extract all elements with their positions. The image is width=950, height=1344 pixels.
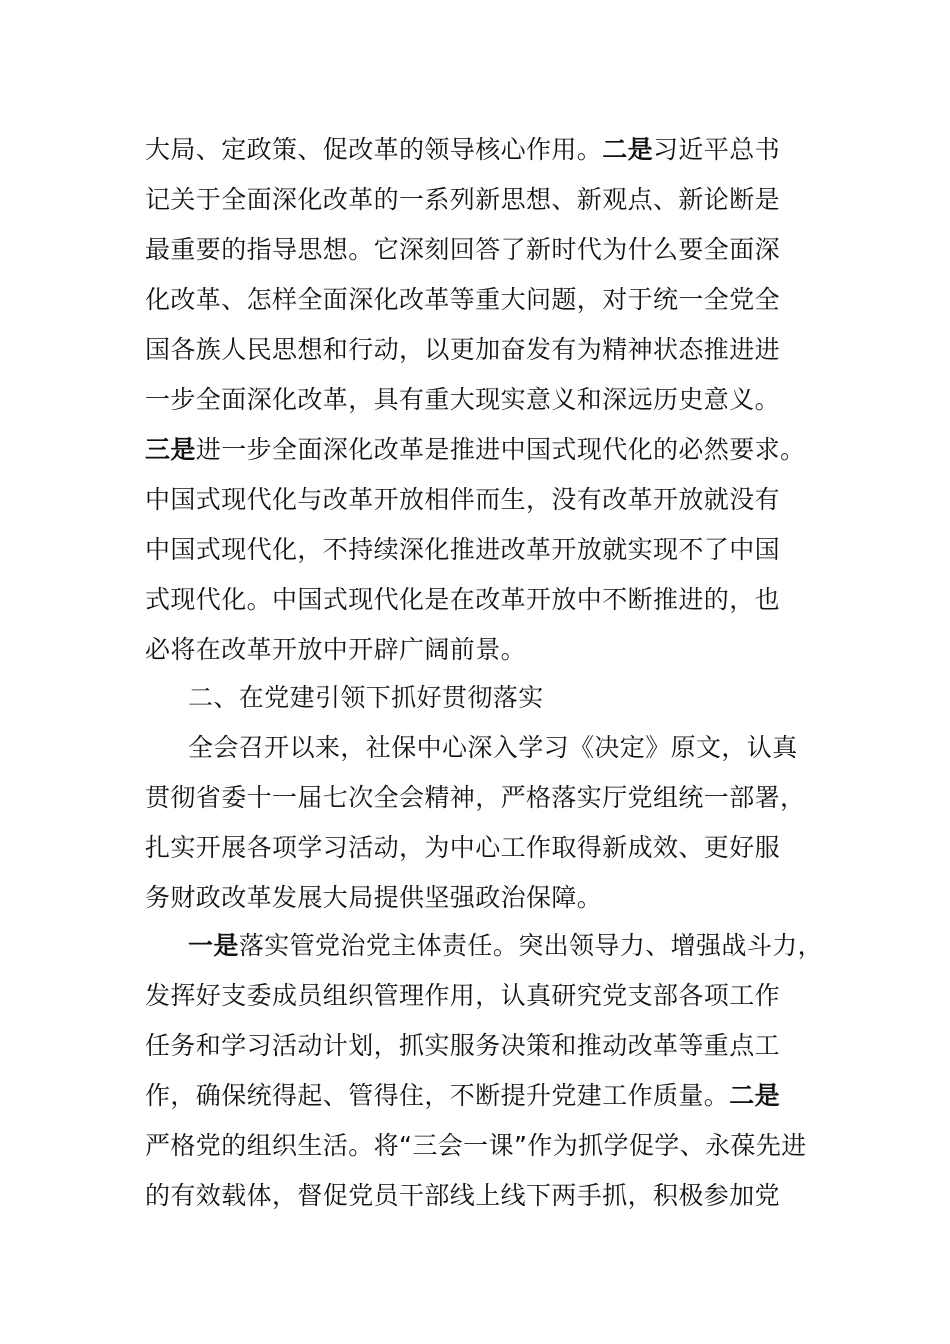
- text-line-22: [145, 1176, 825, 1216]
- line-text: 作，确保统得起、管得住，不断提升党建工作质量。: [145, 1081, 730, 1110]
- line-text: 进一步全面深化改革是推进中国式现代化的必然要求。: [195, 435, 806, 464]
- text-line-19: [145, 1026, 825, 1066]
- line-text: 大局、定政策、促改革的领导核心作用。: [145, 135, 603, 164]
- line-text: 严格党的组织生活。将“三会一课”作为抓学促学、永葆先进: [145, 1131, 807, 1160]
- bold-text: 三是: [145, 435, 196, 464]
- text-line-20: [145, 1076, 825, 1116]
- line-text: 一步全面深化改革，具有重大现实意义和深远历史意义。: [145, 385, 781, 414]
- line-text: 的有效载体，督促党员干部线上线下两手抓，积极参加党: [145, 1181, 781, 1210]
- line-text: 化改革、怎样全面深化改革等重大问题，对于统一全党全: [145, 285, 781, 314]
- line-text: 中国式现代化与改革开放相伴而生，没有改革开放就没有: [145, 485, 781, 514]
- text-line-21: [145, 1126, 825, 1166]
- text-line-4: [145, 280, 825, 320]
- text-line-17: [188, 926, 868, 966]
- line-text: 全会召开以来，社保中心深入学习《决定》原文，认真: [188, 733, 798, 762]
- text-line-16: [145, 878, 825, 918]
- line-text: 任务和学习活动计划，抓实服务决策和推动改革等重点工: [145, 1031, 781, 1060]
- text-line-5: [145, 330, 825, 370]
- section-heading: [188, 678, 868, 718]
- text-line-14: [145, 778, 825, 818]
- text-line-9: [145, 530, 825, 570]
- bold-text: 二是: [729, 1081, 781, 1110]
- line-text: 记关于全面深化改革的一系列新思想、新观点、新论断是: [145, 185, 781, 214]
- text-line-1: [145, 130, 825, 170]
- heading-text: 二、在党建引领下抓好贯彻落实: [188, 683, 544, 712]
- line-text: 最重要的指导思想。它深刻回答了新时代为什么要全面深: [145, 235, 781, 264]
- line-text: 扎实开展各项学习活动，为中心工作取得新成效、更好服: [145, 833, 781, 862]
- line-text: 国各族人民思想和行动，以更加奋发有为精神状态推进进: [145, 335, 781, 364]
- line-text: 落实管党治党主体责任。突出领导力、增强战斗力，: [238, 931, 824, 960]
- text-line-10: [145, 580, 825, 620]
- text-line-15: [145, 828, 825, 868]
- line-text: 中国式现代化，不持续深化推进改革开放就实现不了中国: [145, 535, 781, 564]
- text-line-6: [145, 380, 825, 420]
- text-line-11: [145, 630, 825, 670]
- line-text: 习近平总书: [653, 135, 781, 164]
- text-line-3: [145, 230, 825, 270]
- line-text: 式现代化。中国式现代化是在改革开放中不断推进的，也: [145, 585, 781, 614]
- text-line-13: [188, 728, 868, 768]
- bold-text: 二是: [602, 135, 654, 164]
- text-line-18: [145, 976, 825, 1016]
- text-line-7: [145, 430, 825, 470]
- text-line-8: [145, 480, 825, 520]
- text-line-2: [145, 180, 825, 220]
- bold-text: 一是: [188, 931, 239, 960]
- line-text: 发挥好支委成员组织管理作用，认真研究党支部各项工作: [145, 981, 781, 1010]
- line-text: 贯彻省委十一届七次全会精神，严格落实厅党组统一部署，: [145, 783, 806, 812]
- line-text: 必将在改革开放中开辟广阔前景。: [145, 635, 527, 664]
- line-text: 务财政改革发展大局提供坚强政治保障。: [145, 883, 603, 912]
